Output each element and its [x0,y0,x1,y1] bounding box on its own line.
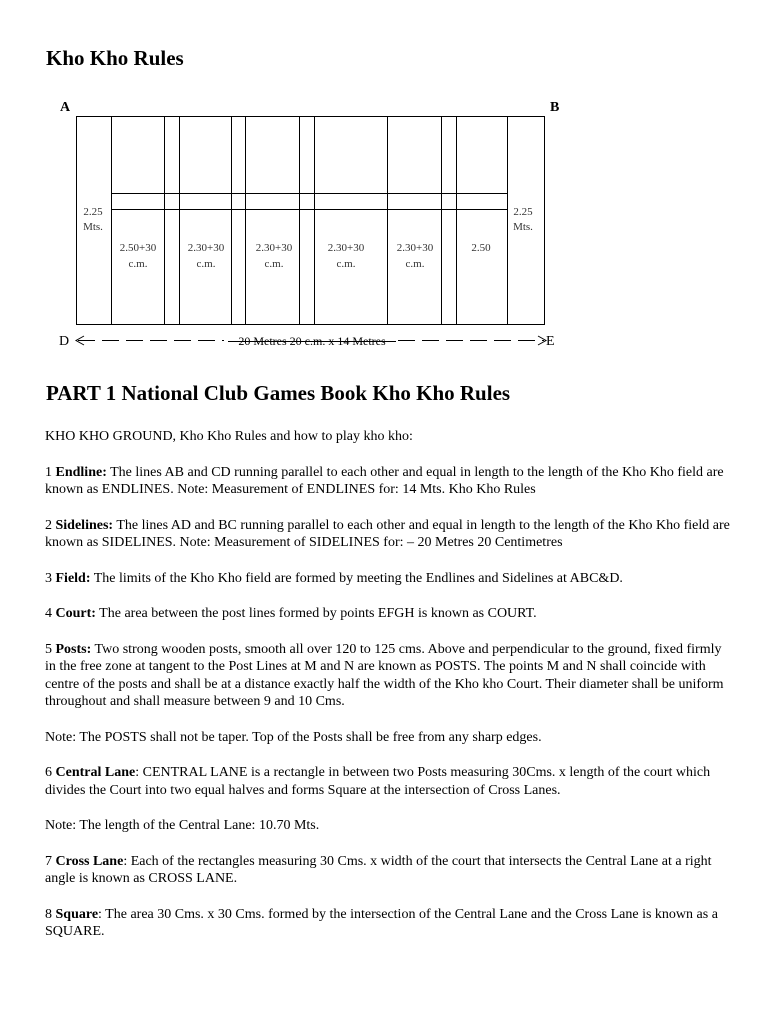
lane-label-6: 2.50 [471,242,491,254]
note-central-lane [45,817,735,835]
free-zone-left-unit: Mts. [83,221,103,233]
rules-body [45,428,735,959]
page-title: Kho Kho Rules [46,46,184,70]
free-zone-left-value: 2.25 [83,206,103,218]
free-zone-right-value: 2.25 [513,206,533,218]
lane-label-5: 2.30+30 [396,242,434,254]
rule-number: 4 [45,606,56,621]
field-outline [77,117,545,325]
rule-field [45,570,735,588]
corner-label-a: A [60,100,71,115]
lane-label-3-unit: c.m. [264,258,284,270]
rule-text: The area between the post lines formed by points EFGH is known as COURT. [95,606,537,621]
rule-number: 8 [45,906,56,922]
lane-label-2: 2.30+30 [187,242,225,254]
rule-term: Cross Lane [55,853,124,869]
intro-paragraph: KHO KHO GROUND, Kho Kho Rules and how to play kho kho: [45,429,413,444]
rule-number: 1 [45,464,56,480]
lane-label-1-unit: c.m. [128,258,148,270]
corner-label-d: D [59,334,70,349]
kho-kho-field-diagram [0,0,768,360]
rule-posts [45,641,735,711]
lane-label-4-unit: c.m. [336,258,356,270]
rule-text: : The area 30 Cms. x 30 Cms. formed by the intersection of the Central Lane and the Cross Lane is known as a SQUARE. [45,906,718,939]
corner-label-b: B [550,100,560,115]
rule-central-lane [45,764,735,799]
rule-square [45,906,735,941]
rule-text: The lines AD and BC running parallel to each other and equal in length to the length of the Kho Kho field are known as SIDELINES. Note: Measurement of SIDELINES for: – 20 Metres 20 Centimetres [45,517,730,550]
rule-term: Endline: [55,464,107,480]
note-posts [45,729,735,747]
rule-text: The limits of the Kho Kho field are formed by meeting the Endlines and Sidelines at ABC&D. [90,570,623,586]
lane-label-4: 2.30+30 [327,242,365,254]
rule-number: 2 [45,517,56,533]
section-heading: PART 1 National Club Games Book Kho Kho Rules [46,381,511,405]
rule-text: Two strong wooden posts, smooth all over 120 to 125 cms. Above and perpendicular to the ground, fixed firmly in the free zone at tangent to the Post Lines at M and N are known as POSTS. The points M and N shall coincide with centre of the posts and shall be at a distance exactly half the width of the Kho kho Court. Their diameter shall be uniform throughout and shall measure between 9 and 10 Cms. [45,641,724,709]
rule-court [45,605,735,623]
rule-text: The lines AB and CD running parallel to each other and equal in length to the length of the Kho Kho field are known as ENDLINES. Note: Measurement of ENDLINES for: 14 Mts. Kho Kho Rules [45,464,724,497]
rule-number: 6 [45,765,56,780]
rule-text: : CENTRAL LANE is a rectangle in between two Posts measuring 30Cms. x length of the court which divides the Court into two equal halves and forms Square at the intersection of Cross Lanes. [45,765,711,798]
field-measurement-label: 20 Metres 20 c.m. x 14 Metres [238,334,386,348]
rule-endline [45,464,735,499]
free-zone-right-unit: Mts. [513,221,533,233]
rule-text: Note: The length of the Central Lane: 10.70 Mts. [45,818,320,833]
rule-term: Central Lane [55,765,136,780]
rule-sidelines [45,517,735,552]
corner-label-e: E [546,334,555,349]
lane-label-2-unit: c.m. [196,258,216,270]
rule-cross-lane [45,853,735,888]
rule-text: : Each of the rectangles measuring 30 Cms. x width of the court that intersects the Central Lane at a right angle is known as CROSS LANE. [45,853,712,886]
rule-term: Sidelines: [55,517,114,533]
rule-term: Posts: [55,641,92,657]
rule-number: 3 [45,570,56,586]
rule-term: Square [55,906,99,922]
rule-text: Note: The POSTS shall not be taper. Top of the Posts shall be free from any sharp edges. [45,729,542,745]
lane-label-3: 2.30+30 [255,242,293,254]
lane-label-5-unit: c.m. [405,258,425,270]
lane-label-1: 2.50+30 [119,242,157,254]
rule-number: 5 [45,641,56,657]
rule-number: 7 [45,853,56,869]
rule-term: Court: [55,606,96,621]
rule-term: Field: [55,570,91,586]
